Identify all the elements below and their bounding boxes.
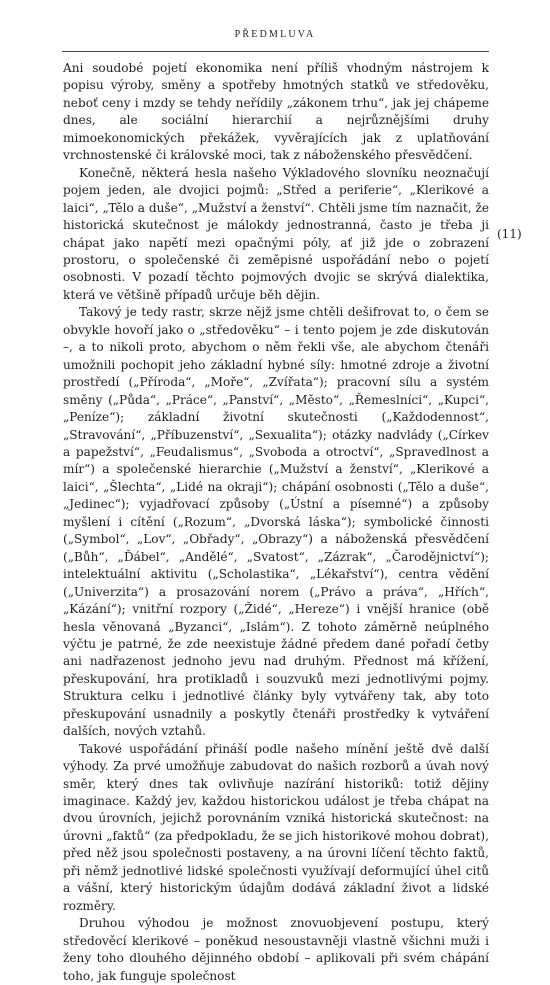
running-head: PŘEDMLUVA — [234, 29, 316, 40]
header-rule — [62, 51, 489, 52]
body-text — [63, 60, 489, 985]
paragraph-5: Druhou výhodou je možnost znovuobjevení postupu, který středověcí klerikové – poněkud nesoustavněji vlastně všichni muži i ženy toho dlouhého dějinného období – aplikovali při svém chápání toho, jak funguje společnost — [63, 916, 489, 983]
margin-page-reference: (11) — [497, 227, 522, 241]
paragraph-2: Konečně, některá hesla našeho Výkladového slovníku neoznačují pojem jeden, ale dvojici pojmů: „Střed a periferie“, „Klerikové a laici“, „Tělo a duše“, „Mužství a ženství“. Chtěli jsme tím naznačit, že historická skutečnost je málokdy jednostranná, často je třeba ji chápat jako napětí mezi opačnými póly, ať již jde o zobrazení prostoru, o společenské či zeměpisné uspořádání nebo o pojetí osobnosti. V pozadí těchto pojmových dvojic se skrývá dialektika, která ve většině případů určuje běh dějin. — [63, 165, 489, 302]
paragraph-1: Ani soudobé pojetí ekonomika není příliš vhodným nástrojem k popisu výroby, směny a spotřeby hmotných statků ve středověku, neboť ceny i mzdy se tehdy neřídily „zákonem trhu“, jak jej chápeme dnes, ale sociální hierarchií a nejrůznějšími druhy mimoekonomických překážek, vyvěrajících jak z uplatňování vrchnostenské či královské moci, tak z náboženského přesvědčení. — [63, 61, 489, 163]
paragraph-3: Takový je tedy rastr, skrze nějž jsme chtěli dešifrovat to, o čem se obvykle hovoří jako o „středověku“ – i tento pojem je zde diskutován –, a to nikoli proto, abychom o něm řekli vše, ale abychom čtenáři umožnili pochopit jeho základní hybné síly: hmotné zdroje a životní prostředí („Příroda“, „Moře“, „Zvířata“); pracovní sílu a systém směny („Půda“, „Práce“, „Panství“, „Město“, „Řemeslníci“, „Kupci“, „Peníze“); základní životní skutečnosti („Každodennost“, „Stravování“, „Příbuzenství“, „Sexualita“); otázky nadvlády („Církev a papežství“, „Feudalismus“, „Svoboda a otroctví“, „Spravedlnost a mír“) a společenské hierarchie („Mužství a ženství“, „Klerikové a laici“, „Šlechta“, „Lidé na okraji“); chápání osobnosti („Tělo a duše“, „Jedinec“); vyjadřovací způsoby („Ústní a písemné“) a způsoby myšlení i cítění („Rozum“, „Dvorská láska“); symbolické činnosti („Symbol“, „Lov“, „Obřady“, „Obrazy“) a náboženská přesvědčení („Bůh“, „Ďábel“, „Andělé“, „Svatost“, „Zázrak“, „Čarodějnictví“); intelektuální aktivitu („Scholastika“, „Lékařství“), centra vědění („Univerzita“) a prosazování norem („Právo a práva“, „Hřích“, „Kázání“); vnitřní rozpory („Židé“, „Hereze“) i vnější hranice (obě hesla věnovaná „Byzanci“, „Islám“). Z tohoto záměrně neúplného výčtu je patrné, že zde neexistuje žádné předem dané pořadí četby ani nadřazenost jednoho jevu nad druhým. Přednost má křížení, přeskupování, hra protikladů i souzvuků mezi jednotlivými pojmy. Struktura celku i jednotlivé články byly vytvářeny tak, aby toto přeskupování usnadnily a poskytly čtenáři prostředky k vytváření dalších, nových vztahů. — [63, 305, 489, 739]
paragraph-4: Takové uspořádání přináší podle našeho mínění ještě dvě další výhody. Za prvé umožňuje zabudovat do našich rozborů a úvah nový směr, který dnes tak ovlivňuje nazírání historiků: totiž dějiny imaginace. Každý jev, každou historickou událost je třeba chápat na dvou úrovních, jejichž porovnáním vzniká historická skutečnost: na úrovni „faktů“ (za předpokladu, že se jich historikové mohou dobrat), před něž jsou společnosti postaveny, a na úrovni líčení těchto faktů, při němž jednotlivé lidské společnosti využívají deformující úhel citů a vášní, který historickým údajům dodává základní život a lidské rozměry. — [63, 741, 489, 913]
